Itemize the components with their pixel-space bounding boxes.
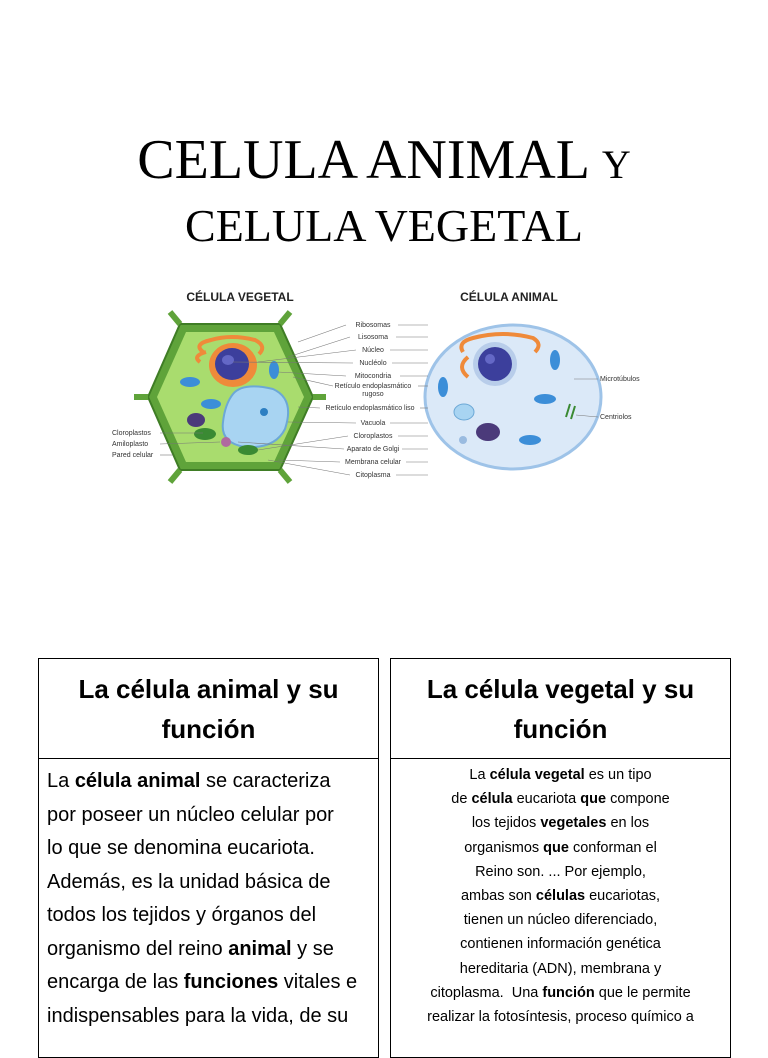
text-run: de	[451, 791, 472, 808]
text-run: eucariotas,	[585, 888, 661, 905]
text-line	[397, 836, 724, 860]
text-line	[397, 860, 724, 884]
text-run: Además, es la unidad básica de	[47, 870, 331, 893]
label-cloroplastos-left: Cloroplastos	[112, 430, 151, 437]
bold-term: que	[543, 839, 569, 856]
text-run: se caracteriza	[200, 770, 331, 792]
text-line	[397, 811, 724, 835]
text-run: realizar la fotosíntesis, proceso químico a	[427, 1009, 694, 1026]
text-run: conforman el	[568, 839, 657, 856]
text-line	[47, 1000, 370, 1034]
animal-cell-title: CÉLULA ANIMAL	[460, 290, 558, 304]
text-line	[47, 933, 370, 967]
bold-term: funciones	[183, 971, 279, 993]
text-run: vitales e	[278, 971, 358, 993]
animal-cell-heading: La célula animal y su función	[39, 659, 378, 759]
label-reticulo-rugoso-1: Retículo endoplasmático	[334, 383, 412, 390]
text-run: La	[47, 770, 75, 792]
label-nucleolo: Nucléolo	[359, 360, 387, 367]
animal-cell-text	[39, 759, 378, 1033]
text-run: Reino son. ... Por ejemplo,	[475, 863, 646, 880]
label-ribosomas: Ribosomas	[355, 322, 391, 329]
text-line	[47, 765, 370, 799]
label-cloroplastos-center: Cloroplastos	[353, 433, 393, 440]
text-run: indispensables para la vida, de su	[47, 1004, 349, 1027]
plant-cell-title: CÉLULA VEGETAL	[186, 290, 294, 304]
label-nucleo: Núcleo	[362, 347, 384, 354]
plant-cell-heading: La célula vegetal y su función	[391, 659, 730, 759]
text-run: los tejidos	[471, 815, 541, 832]
label-reticulo-liso: Retículo endoplasmático liso	[325, 405, 415, 412]
label-citoplasma: Citoplasma	[355, 472, 391, 479]
page-subtitle: CELULA VEGETAL	[185, 200, 583, 251]
text-run: contienen información genética	[460, 936, 661, 953]
text-run: eucariota	[512, 791, 581, 808]
text-run: es un tipo	[584, 767, 652, 783]
label-vacuola: Vacuola	[360, 420, 386, 427]
text-run: encarga de las	[47, 971, 184, 993]
text-line	[397, 884, 724, 908]
bold-term: vegetales	[540, 815, 607, 832]
label-membrana-celular: Membrana celular	[344, 459, 402, 466]
text-run: tienen un núcleo diferenciado,	[463, 912, 658, 929]
bold-term: animal	[228, 937, 292, 960]
text-line	[47, 966, 370, 1000]
title-line1: CELULA ANIMAL	[137, 129, 588, 191]
label-aparato-golgi: Aparato de Golgi	[346, 446, 400, 453]
label-lisosoma: Lisosoma	[358, 334, 388, 341]
text-run: que le permite	[594, 984, 691, 1001]
label-pared-celular: Pared celular	[112, 452, 154, 459]
text-line	[397, 957, 724, 981]
cell-diagram	[108, 282, 668, 487]
text-line	[397, 981, 724, 1005]
label-mitocondria: Mitocondria	[354, 373, 392, 380]
text-run: en los	[606, 815, 650, 832]
bold-term: que	[580, 791, 607, 808]
animal-cell-box	[38, 658, 379, 1058]
text-line	[47, 832, 370, 866]
text-line	[397, 1005, 724, 1029]
label-amiloplasto: Amiloplasto	[112, 441, 149, 448]
bold-term: célula animal	[74, 770, 201, 792]
text-line	[397, 763, 724, 787]
animal-cell	[425, 325, 601, 469]
text-line	[397, 932, 724, 956]
text-line	[397, 908, 724, 932]
text-run: por poseer un núcleo celular por	[47, 803, 334, 826]
text-run: lo que se denomina eucariota.	[47, 837, 315, 859]
plant-cell-box	[390, 658, 731, 1058]
text-run: organismo del reino	[47, 937, 229, 960]
label-microtubulos: Microtúbulos	[600, 376, 640, 383]
text-line	[47, 799, 370, 833]
text-run: La	[469, 767, 490, 783]
bold-term: célula	[471, 791, 513, 808]
text-line	[47, 866, 370, 900]
page-title	[0, 128, 768, 197]
plant-cell-text	[391, 759, 730, 1029]
bold-term: función	[542, 984, 595, 1001]
text-line	[397, 787, 724, 811]
bold-term: célula vegetal	[489, 767, 585, 783]
text-run: todos los tejidos y órganos del	[47, 904, 317, 926]
text-run: organismos	[464, 839, 544, 856]
text-run: hereditaria (ADN), membrana y	[459, 960, 662, 977]
text-run: ambas son	[460, 888, 536, 905]
text-run: y se	[291, 937, 334, 960]
title-connector: Y	[601, 142, 631, 187]
text-line	[47, 899, 370, 933]
text-run: compone	[606, 791, 670, 808]
bold-term: células	[535, 888, 586, 905]
label-reticulo-rugoso-2: rugoso	[362, 391, 384, 398]
text-run: citoplasma. Una	[430, 984, 543, 1001]
plant-cell	[134, 312, 326, 482]
label-centriolos: Centriolos	[600, 414, 632, 421]
